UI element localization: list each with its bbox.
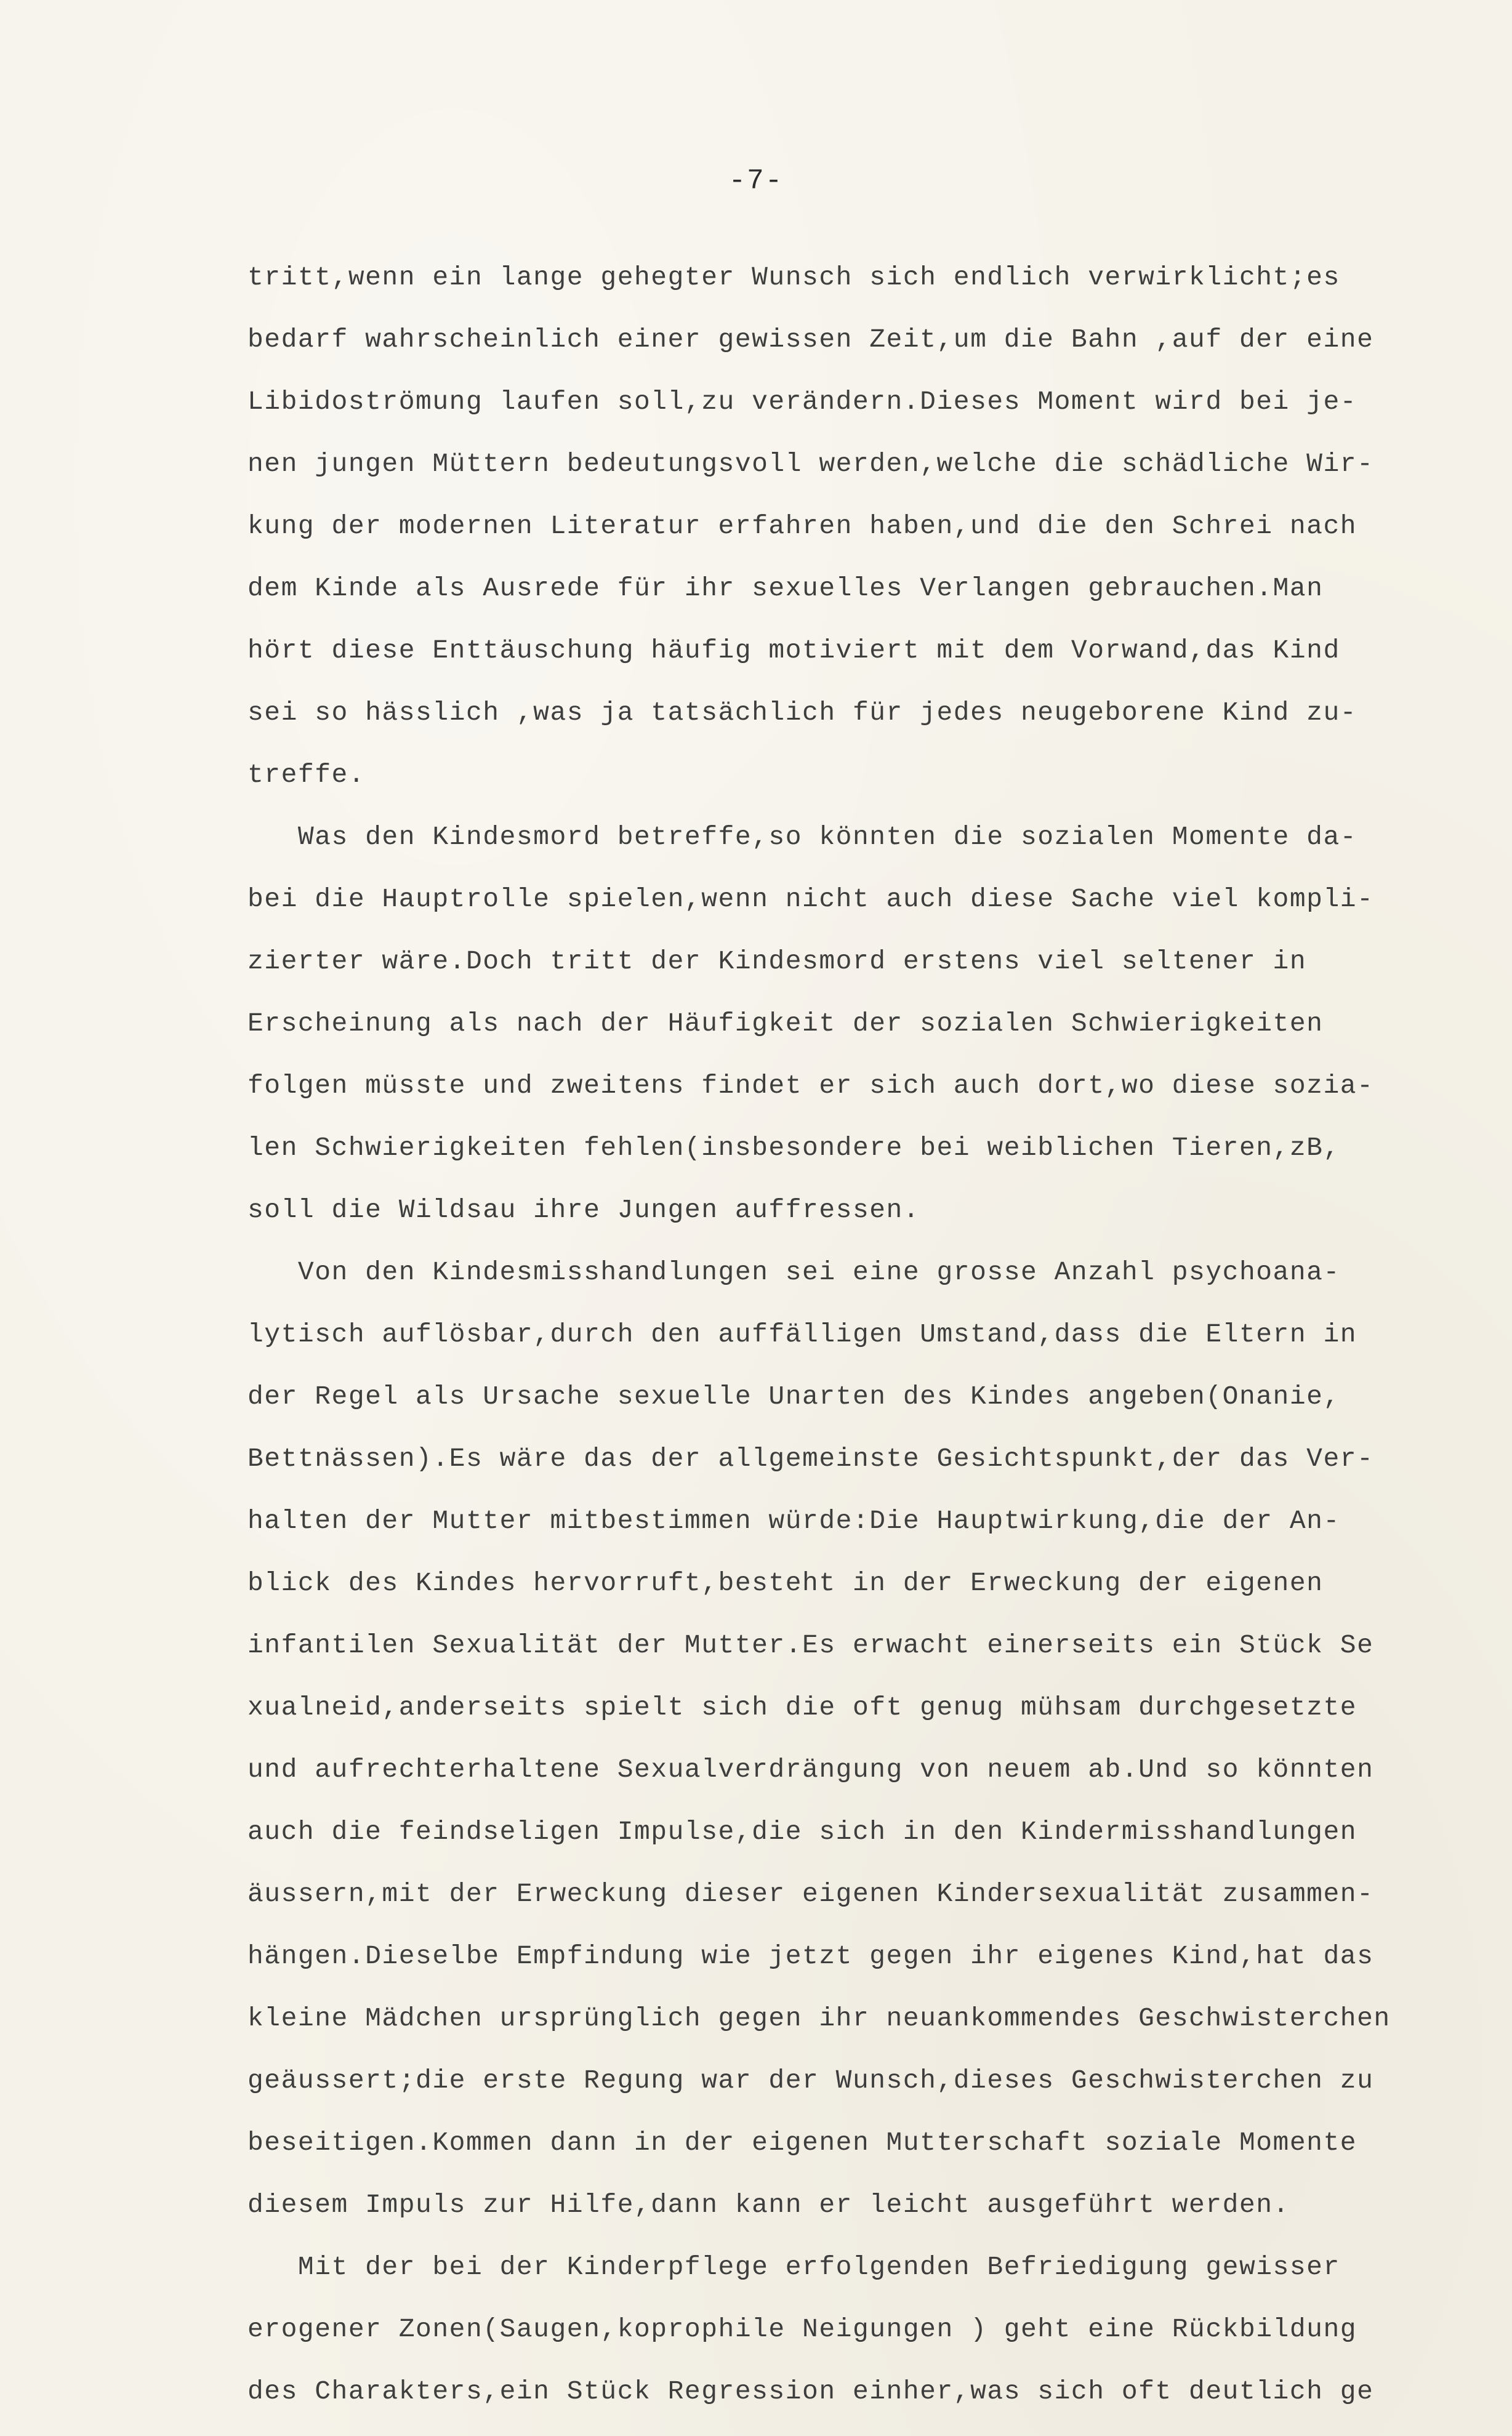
text-line: blick des Kindes hervorruft,besteht in der Erweckung der eigenen bbox=[247, 1568, 1324, 1598]
text-line: Libidoströmung laufen soll,zu verändern.Dieses Moment wird bei je- bbox=[247, 387, 1357, 417]
text-line: tritt,wenn ein lange gehegter Wunsch sich endlich verwirklicht;es bbox=[247, 262, 1340, 292]
paragraph-first-line: Mit der bei der Kinderpflege erfolgenden Befriedigung gewisser bbox=[247, 2252, 1340, 2282]
text-line: hängen.Dieselbe Empfindung wie jetzt gegen ihr eigenes Kind,hat das bbox=[247, 1941, 1374, 1971]
text-line: lytisch auflösbar,durch den auffälligen Umstand,dass die Eltern in bbox=[247, 1319, 1357, 1349]
text-line: der Regel als Ursache sexuelle Unarten des Kindes angeben(Onanie, bbox=[247, 1381, 1340, 1412]
text-line: sei so hässlich ,was ja tatsächlich für jedes neugeborene Kind zu- bbox=[247, 697, 1357, 728]
text-line: hört diese Enttäuschung häufig motiviert mit dem Vorwand,das Kind bbox=[247, 635, 1340, 665]
text-line: bedarf wahrscheinlich einer gewissen Zeit,um die Bahn ,auf der eine bbox=[247, 324, 1374, 355]
text-line: erogener Zonen(Saugen,koprophile Neigungen ) geht eine Rückbildung bbox=[247, 2314, 1357, 2344]
text-line: kleine Mädchen ursprünglich gegen ihr neuankommendes Geschwisterchen bbox=[247, 2003, 1391, 2033]
text-line: diesem Impuls zur Hilfe,dann kann er leicht ausgeführt werden. bbox=[247, 2190, 1290, 2220]
text-line: folgen müsste und zweitens findet er sich auch dort,wo diese sozia- bbox=[247, 1071, 1374, 1101]
text-line: bei die Hauptrolle spielen,wenn nicht auch diese Sache viel kompli- bbox=[247, 884, 1374, 914]
text-line: beseitigen.Kommen dann in der eigenen Mutterschaft soziale Momente bbox=[247, 2128, 1357, 2158]
text-line: auch die feindseligen Impulse,die sich in den Kindermisshandlungen bbox=[247, 1817, 1357, 1847]
paragraph-first-line: Was den Kindesmord betreffe,so könnten die sozialen Momente da- bbox=[247, 822, 1357, 852]
text-line: len Schwierigkeiten fehlen(insbesondere bei weiblichen Tieren,zB, bbox=[247, 1133, 1340, 1163]
text-line: des Charakters,ein Stück Regression einher,was sich oft deutlich ge bbox=[247, 2376, 1374, 2406]
text-line: treffe. bbox=[247, 760, 366, 790]
paragraph-first-line: Von den Kindesmisshandlungen sei eine grosse Anzahl psychoana- bbox=[247, 1257, 1340, 1287]
text-line: dem Kinde als Ausrede für ihr sexuelles Verlangen gebrauchen.Man bbox=[247, 573, 1324, 603]
text-line: geäussert;die erste Regung war der Wunsch,dieses Geschwisterchen zu bbox=[247, 2065, 1374, 2096]
text-line: kung der modernen Literatur erfahren haben,und die den Schrei nach bbox=[247, 511, 1357, 541]
text-line: zierter wäre.Doch tritt der Kindesmord erstens viel seltener in bbox=[247, 946, 1307, 976]
text-line: xualneid,anderseits spielt sich die oft genug mühsam durchgesetzte bbox=[247, 1692, 1357, 1722]
text-line: Erscheinung als nach der Häufigkeit der sozialen Schwierigkeiten bbox=[247, 1008, 1324, 1039]
text-line: nen jungen Müttern bedeutungsvoll werden,welche die schädliche Wir- bbox=[247, 449, 1374, 479]
text-line: halten der Mutter mitbestimmen würde:Die Hauptwirkung,die der An- bbox=[247, 1506, 1340, 1536]
text-line: infantilen Sexualität der Mutter.Es erwacht einerseits ein Stück Se bbox=[247, 1630, 1374, 1660]
text-line: soll die Wildsau ihre Jungen auffressen. bbox=[247, 1195, 920, 1225]
text-line: Bettnässen).Es wäre das der allgemeinste Gesichtspunkt,der das Ver- bbox=[247, 1444, 1374, 1474]
typed-body-text bbox=[247, 246, 1491, 2422]
page-number: -7- bbox=[728, 165, 784, 197]
text-line: äussern,mit der Erweckung dieser eigenen Kindersexualität zusammen- bbox=[247, 1879, 1374, 1909]
text-line: und aufrechterhaltene Sexualverdrängung von neuem ab.Und so könnten bbox=[247, 1755, 1374, 1785]
